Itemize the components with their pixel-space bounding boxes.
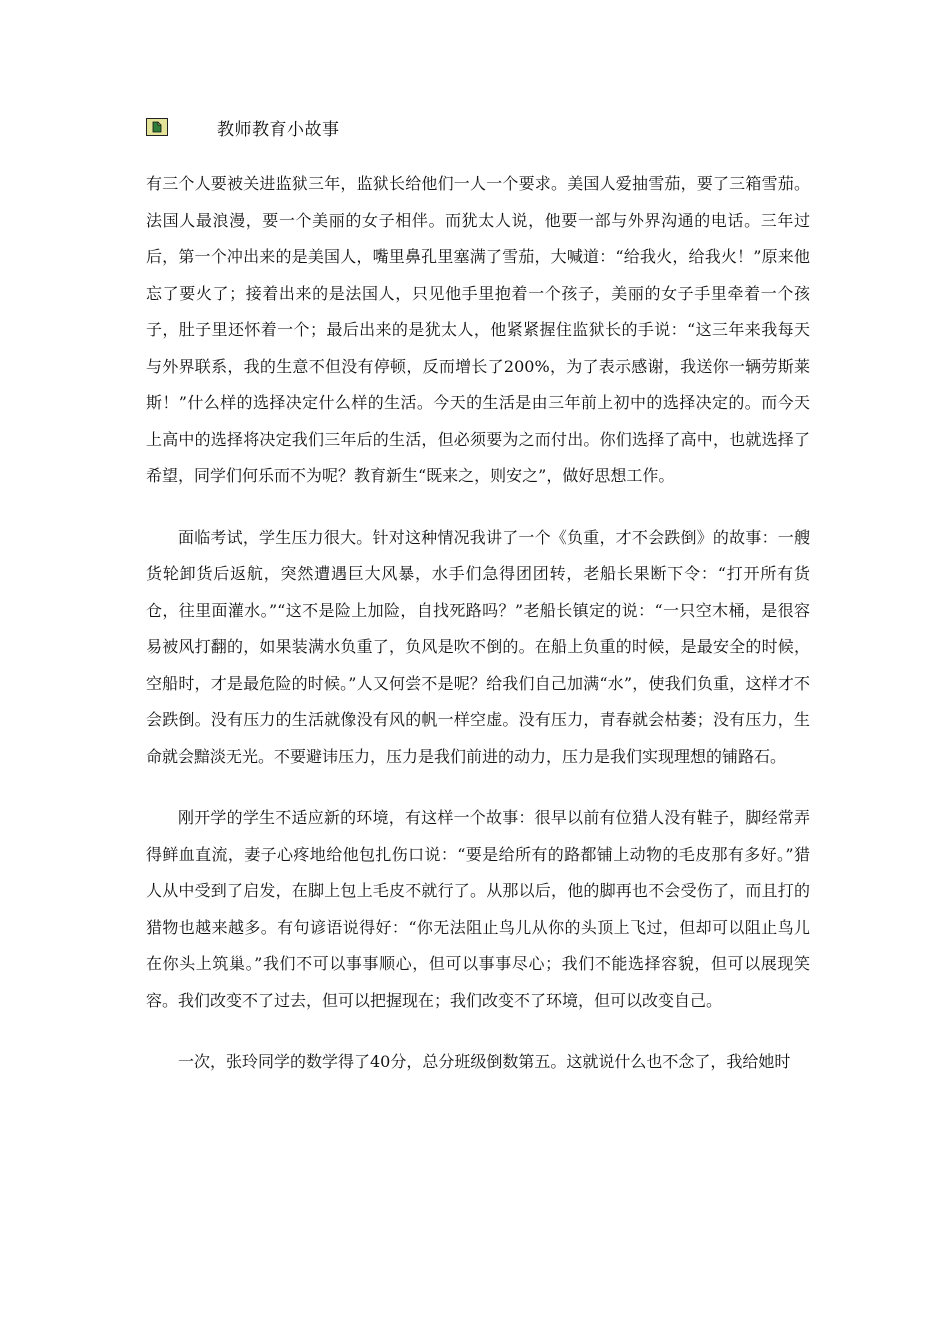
document-title: 教师教育小故事 — [217, 119, 340, 140]
paragraph-2: 面临考试，学生压力很大。针对这种情况我讲了一个《负重，才不会跌倒》的故事：一艘货轮卸货后返航，突然遭遇巨大风暴，水手们急得团团转，老船长果断下令：“打开所有货仓，往里面灌水。”“这不是险上加险，自找死路吗？”老船长镇定的说：“一只空木桶，是很容易被风打翻的，如果装满水负重了，负风是吹不倒的。在船上负重的时候，是最安全的时候，空船时，才是最危险的时候。”人又何尝不是呢？给我们自己加满“水”，使我们负重，这样才不会跌倒。没有压力的生活就像没有风的帆一样空虚。没有压力，青春就会枯萎；没有压力，生命就会黯淡无光。不要避讳压力，压力是我们前进的动力，压力是我们实现理想的铺路石。 — [146, 527, 810, 766]
document-body — [146, 166, 810, 1081]
paragraph-3: 刚开学的学生不适应新的环境，有这样一个故事：很早以前有位猎人没有鞋子，脚经常弄得鲜血直流，妻子心疼地给他包扎伤口说：“要是给所有的路都铺上动物的毛皮那有多好。”猎人从中受到了启发，在脚上包上毛皮不就行了。从那以后，他的脚再也不会受伤了，而且打的猎物也越来越多。有句谚语说得好：“你无法阻止鸟儿从你的头顶上飞过，但却可以阻止鸟儿在你头上筑巢。”我们不可以事事顺心，但可以事事尽心；我们不能选择容貌，但可以展现笑容。我们改变不了过去，但可以把握现在；我们改变不了环境，但可以改变自己。 — [146, 808, 810, 1010]
document-icon — [146, 118, 168, 136]
title-row — [146, 112, 340, 142]
paragraph-4: 一次，张玲同学的数学得了40分，总分班级倒数第五。这就说什么也不念了，我给她时 — [178, 1052, 791, 1071]
paragraph-1: 有三个人要被关进监狱三年，监狱长给他们一人一个要求。美国人爱抽雪茄，要了三箱雪茄。法国人最浪漫，要一个美丽的女子相伴。而犹太人说，他要一部与外界沟通的电话。三年过后，第一个冲出来的是美国人，嘴里鼻孔里塞满了雪茄，大喊道：“给我火，给我火！”原来他忘了要火了；接着出来的是法国人，只见他手里抱着一个孩子，美丽的女子手里牵着一个孩子，肚子里还怀着一个；最后出来的是犹太人，他紧紧握住监狱长的手说：“这三年来我每天与外界联系，我的生意不但没有停顿，反而增长了200%，为了表示感谢，我送你一辆劳斯莱斯！”什么样的选择决定什么样的生活。今天的生活是由三年前上初中的选择决定的。而今天上高中的选择将决定我们三年后的生活，但必须要为之而付出。你们选择了高中，也就选择了希望，同学们何乐而不为呢？教育新生“既来之，则安之”，做好思想工作。 — [146, 174, 810, 485]
